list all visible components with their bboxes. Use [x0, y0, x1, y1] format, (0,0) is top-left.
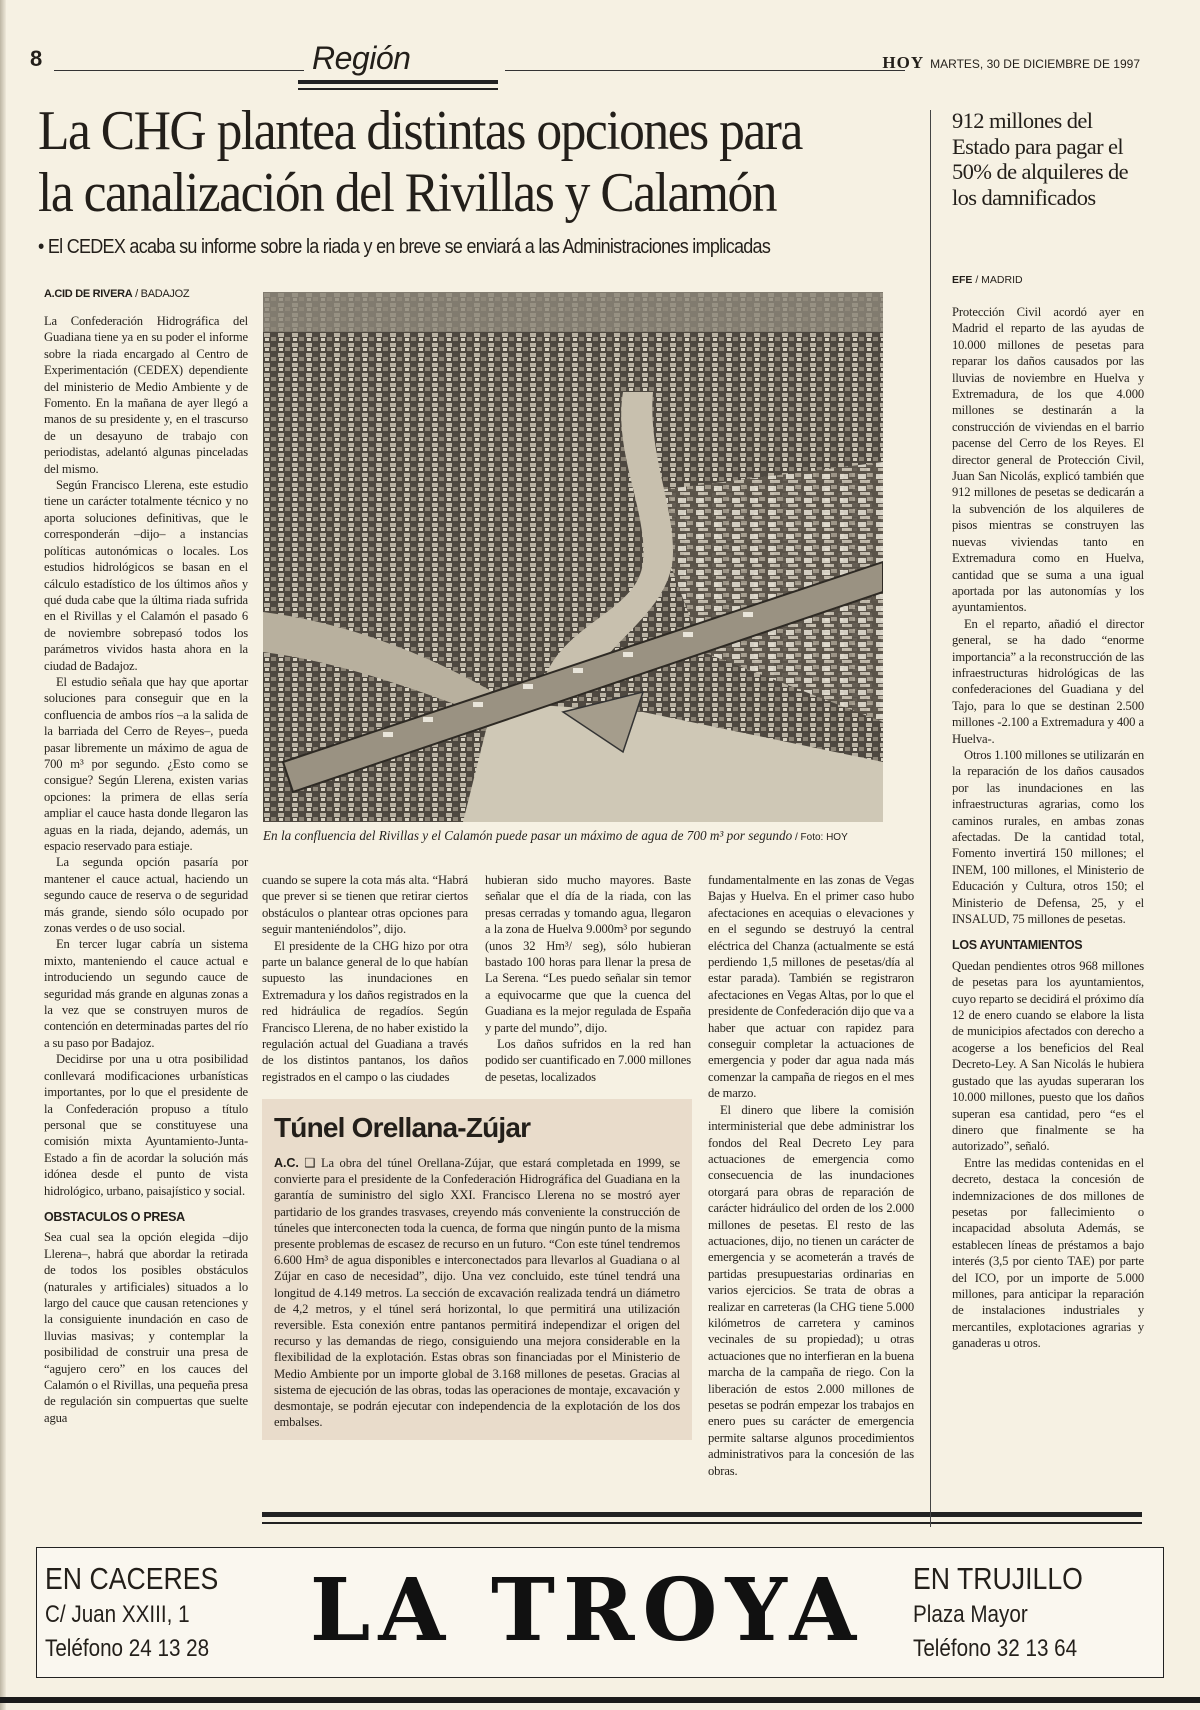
byline-author: EFE: [952, 274, 973, 286]
photo-credit: / Foto: HOY: [792, 832, 848, 843]
paragraph: Otros 1.100 millones se utilizarán en la reparación de los daños causados por las inundaciones en las infraestructuras agrarias, como los caminos rurales, en ambas zonas afectadas. De la cantidad total, Fomento invertirá 150 millones; el INEM, 100 millones, el Ministerio de Educación y Cultura, otros 150; el Ministerio de Defensa, 25, y el INSALUD, 75 millones de pesetas.: [952, 747, 1144, 927]
headline-line-1: La CHG plantea distintas opciones para: [38, 100, 802, 162]
masthead: [882, 53, 1140, 73]
scan-edge-shadow: [0, 0, 6, 1710]
byline-author: A.CID DE RIVERA: [44, 288, 133, 300]
section-underline-thick: [298, 80, 498, 84]
photo-caption: [263, 828, 893, 844]
article-column-2: [262, 872, 468, 1085]
subheading-obstaculos: OBSTACULOS O PRESA: [44, 1209, 185, 1224]
subheading-ayuntamientos: LOS AYUNTAMIENTOS: [952, 938, 1083, 953]
sidebar-text: La obra del túnel Orellana-Zújar, que estará completada en 1999, se convierte para el presidente de la Confederación Hidrográfica del Guadiana en la garantía de suministro del siglo XXI. Francisco Llerena no se mostró ayer partidario de los grandes trasvases, creyendo más conveniente la construcción de túneles que interconecten toda la cuenca, de forma que ningún punto de la misma presente problemas de escasez de recurso en un futuro. “Con este túnel tendremos 6.600 Hm³ de agua disponibles e interconectados para llevarlos al Guadiana o al Zújar en caso de necesidad”, dijo. Una vez concluido, este túnel tendrá una longitud de 4.149 metros. La sección de excavación realizada tendrá un diámetro de 4,2 metros, y el túnel será horizontal, lo que permitirá una utilización reversible. Esta conexión entre pantanos permitirá independizar el origen del recurso y las demandas de riego, consiguiendo una mejora considerable en la flexibilidad de la explotación. Estas obras son financiadas por el Ministerio de Medio Ambiente por un importe global de 3.168 millones de pesetas. Gracias al sistema de ejecución de las obras, todas las operaciones de montaje, excavación y desmontaje, se podrán ejecutar con independencia de la explotación de los dos embalses.: [274, 1156, 680, 1430]
section-title: Región: [312, 40, 411, 76]
byline-place: / MADRID: [972, 274, 1023, 286]
headline-line-2: la canalización del Rivillas y Calamón: [38, 162, 777, 224]
paragraph: El presidente de la CHG hizo por otra parte un balance general de lo que habían supuesto las inundaciones en Extremadura y los daños registrados en la red hidráulica de regadíos. Según Francisco Llerena, de no haber existido la regulación actual del Guadiana a través de los distintos pantanos, los daños registrados en el campo o las ciudades: [262, 938, 468, 1084]
paragraph: En tercer lugar cabría un sistema mixto, manteniendo el cauce actual e introduciendo un segundo cauce de seguridad más grande en algunas zonas a la vez que se construyen muros de contención en determinadas partes del río a su paso por Badajoz.: [44, 937, 248, 1050]
ad-left-phone: Teléfono 24 13 28: [45, 1635, 210, 1662]
paragraph: El dinero que libere la comisión interministerial que debe administrar los fondos del Real Decreto Ley para actuaciones de emergencia como consecuencia de las inundaciones otorgará para obras de reparación de carácter hidráulico del orden de los 2.000 millones de pesetas. El resto de las actuaciones, dijo, no tienen un carácter de emergencia y se acometerán a través de partidas presupuestarias ordinarias en varios ejercicios. Se trata de obras a realizar en carreteras (la CHG tiene 5.000 kilómetros de carretera y caminos vecinales de su propiedad); u otras actuaciones que no interfieran en la buena marcha de la campaña de riego. Con la liberación de estos 2.000 millones de pesetas se podrán empezar los trabajos en enero pues su carácter de emergencia permite saltarse algunos procedimientos administrativos para la concesión de las obras.: [708, 1102, 914, 1478]
ad-right-address: Plaza Mayor: [913, 1601, 1028, 1628]
sidebar-author: A.C.: [274, 1156, 299, 1170]
right-byline: [952, 274, 1023, 286]
page-number: 8: [30, 46, 43, 71]
paragraph: Protección Civil acordó ayer en Madrid el reparto de las ayudas de 10.000 millones de pesetas para reparar los daños causados por las lluvias de noviembre en Huelva y Extremadura, de los que 4.000 millones se destinarán a la construcción de viviendas en el barrio pacense del Cerro de los Reyes. El director general de Protección Civil, Juan San Nicolás, explicó también que 912 millones de pesetas se dedicarán a la subvención de los alquileres de pisos mientras se construyen las nuevas viviendas tanto en Extremadura como en Huelva, cantidad que se suma a una igual aportada por las autonomías y los ayuntamientos.: [952, 305, 1144, 615]
paragraph: Quedan pendientes otros 968 millones de pesetas para los ayuntamientos, cuyo reparto se decidirá el próximo día 12 de enero cuando se elabore la lista de municipios afectados con derecho a acogerse a los beneficios del Real Decreto-Ley. A San Nicolás le hubiera gustado que las ayudas superaran los 10.000 millones, puesto que los daños superan esa cantidad, pero “es el dinero que finalmente se ha autorizado”, señaló.: [952, 958, 1144, 1154]
advertisement-la-troya: [36, 1547, 1164, 1678]
paragraph: Entre las medidas contenidas en el decreto, destaca la concesión de indemnizaciones de dos millones de pesetas por fallecimiento o incapacidad absoluta Además, se establecen líneas de préstamos a bajo interés (3,5 por ciento TAE) por parte del ICO, por un importe de 5.000 millones, para anticipar la reparación de instalaciones industriales y mercantiles, explotaciones agrarias y ganaderas u otros.: [952, 1155, 1144, 1351]
main-headline: [38, 100, 848, 224]
sidebar-title: Túnel Orellana-Zújar: [274, 1112, 531, 1143]
ad-right-phone: Teléfono 32 13 64: [913, 1635, 1078, 1662]
paragraph: La segunda opción pasaría por mantener el cauce actual, haciendo un segundo cauce de reserva o de seguridad más grande, siendo sólo ocupado por zonas verdes o de uso social.: [44, 855, 248, 936]
sidebar-body: [274, 1155, 680, 1430]
right-article-column: [952, 304, 1144, 1352]
page-header: [30, 40, 1140, 92]
ad-left-block: [45, 1560, 218, 1666]
article-column-4: [708, 872, 914, 1479]
header-rule-left: [54, 70, 304, 71]
sidebar-box-tunel: [262, 1099, 692, 1440]
article-column-1: [44, 313, 248, 1426]
ad-right-city: EN TRUJILLO: [913, 1561, 1083, 1596]
divider-thin: [262, 1522, 1142, 1524]
main-byline: [44, 288, 189, 300]
main-subhead: • El CEDEX acaba su informe sobre la riada y en breve se enviará a las Administraciones implicadas: [38, 236, 771, 258]
ad-left-address: C/ Juan XXIII, 1: [45, 1601, 190, 1628]
column-divider: [930, 110, 931, 1527]
paragraph: fundamentalmente en las zonas de Vegas Bajas y Huelva. En el primer caso hubo afectaciones en acequias o elevaciones y en el segundo se destruyó la central eléctrica del Chanza (actualmente se está perdiendo 1,5 millones de pesetas/día al estar parada). También se registraron afectaciones en Vegas Altas, por lo que el presidente de Confederación dijo que va a haber que actuar con rapidez para conseguir completar la actuaciones de emergencia y poder dar agua nada más comenzar la campaña de riegos en el mes de marzo.: [708, 873, 914, 1101]
right-headline: 912 millones del Estado para pagar el 50% de alquileres de los damnificados: [952, 108, 1129, 210]
aerial-photo-confluence: [263, 292, 883, 822]
photo-horizon: [263, 292, 883, 332]
ad-logo: LA TROYA: [309, 1560, 865, 1661]
byline-place: / BADAJOZ: [132, 288, 190, 300]
ad-right-block: [913, 1560, 1083, 1666]
paragraph: hubieran sido mucho mayores. Baste señalar que el día de la riada, con las presas cerradas y tomando agua, llegaron a la zona de Huelva 9.000m³ por segundo (unos 32 Hm³/ seg), sólo hubieran bastado 100 horas para llenar la presa de La Serena. “Les puedo señalar sin temor a equivocarme que que la cuenca del Guadiana es la mejor regulada de España y parte del mundo”, dijo.: [485, 873, 691, 1035]
bullet-square-icon: ❑: [304, 1156, 316, 1170]
section-underline-thin: [298, 88, 498, 90]
paragraph: Decidirse por una u otra posibilidad conllevará modificaciones urbanísticas importantes, por lo que el presidente de la Confederación propuso a título personal que se constituyese una comisión mixta Ayuntamiento-Junta-Estado a fin de acordar la solución más idónea desde el punto de vista hidrológico, urbano, paisajístico y social.: [44, 1052, 248, 1198]
newspaper-name: HOY: [882, 53, 925, 72]
issue-date: MARTES, 30 DE DICIEMBRE DE 1997: [930, 57, 1140, 71]
photo-illustration: [263, 292, 883, 822]
paragraph: La Confederación Hidrográfica del Guadiana tiene ya en su poder el informe sobre la riada encargado al Centro de Experimentación (CEDEX) dependiente del ministerio de Medio Ambiente y de Fomento. En la mañana de ayer llegó a manos de su presidente y, en el trascurso de un desayuno de trabajo con periodistas, adelantó algunas pinceladas del mismo.: [44, 314, 248, 476]
paragraph: En el reparto, añadió el director general, se ha dado “enorme importancia” a la reconstrucción de las infraestructuras hidrológicas de las confederaciones del Guadiana y del Tajo, para lo que se destinan 2.500 millones -2.100 a Extremadura y 400 a Huelva-.: [952, 616, 1144, 746]
header-rule-right: [505, 70, 905, 71]
paragraph: Según Francisco Llerena, este estudio tiene un carácter totalmente técnico y no aporta soluciones definitivas, que le corresponderán –dijo– a instancias políticas autonómicas o locales. Los estudios hidrológicos se basan en el cálculo estadístico de los últimos años y qué duda cabe que la última riada sufrida en el Rivillas y el Calamón el pasado 6 de noviembre sobrepasó todos los parámetros vividos hasta ahora en la ciudad de Badajoz.: [44, 478, 248, 673]
paragraph: Sea cual sea la opción elegida –dijo Llerena–, habrá que abordar la retirada de todos los posibles obstáculos (naturales y artificiales) situados a lo largo del cauce que causan retenciones y la consiguiente inundación en caso de lluvias masivas; y contemplar la posibilidad de construir una presa de “agujero cero” en los cauces del Calamón o el Rivillas, una pequeña presa de regulación sin compuertas que suelte agua: [44, 1230, 248, 1425]
paragraph: El estudio señala que hay que aportar soluciones para conseguir que en la confluencia de ambos ríos –a la salida de la barriada del Cerro de Reyes–, pueda pasar libremente un máximo de agua de 700 m³ por segundo. ¿Esto como se consigue? Según Llerena, existen varias opciones: la primera de ellas sería ampliar el cauce hasta donde llegaron las aguas en la riada, dejando, además, un espacio reservado para estiaje.: [44, 674, 248, 853]
divider-thick: [262, 1512, 1142, 1517]
article-column-3: [485, 872, 691, 1085]
ad-left-city: EN CACERES: [45, 1561, 219, 1596]
bottom-edge: [0, 1697, 1200, 1703]
paragraph: Los daños sufridos en la red han podido ser cuantificado en 7.000 millones de pesetas, localizados: [485, 1037, 691, 1084]
paragraph: cuando se supere la cota más alta. “Habrá que prever si se tienen que retirar ciertos obstáculos o plantear otras opciones para seguir manteniéndolos”, dijo.: [262, 873, 468, 937]
caption-text: En la confluencia del Rivillas y el Calamón puede pasar un máximo de agua de 700 m³ por segundo: [263, 828, 793, 843]
